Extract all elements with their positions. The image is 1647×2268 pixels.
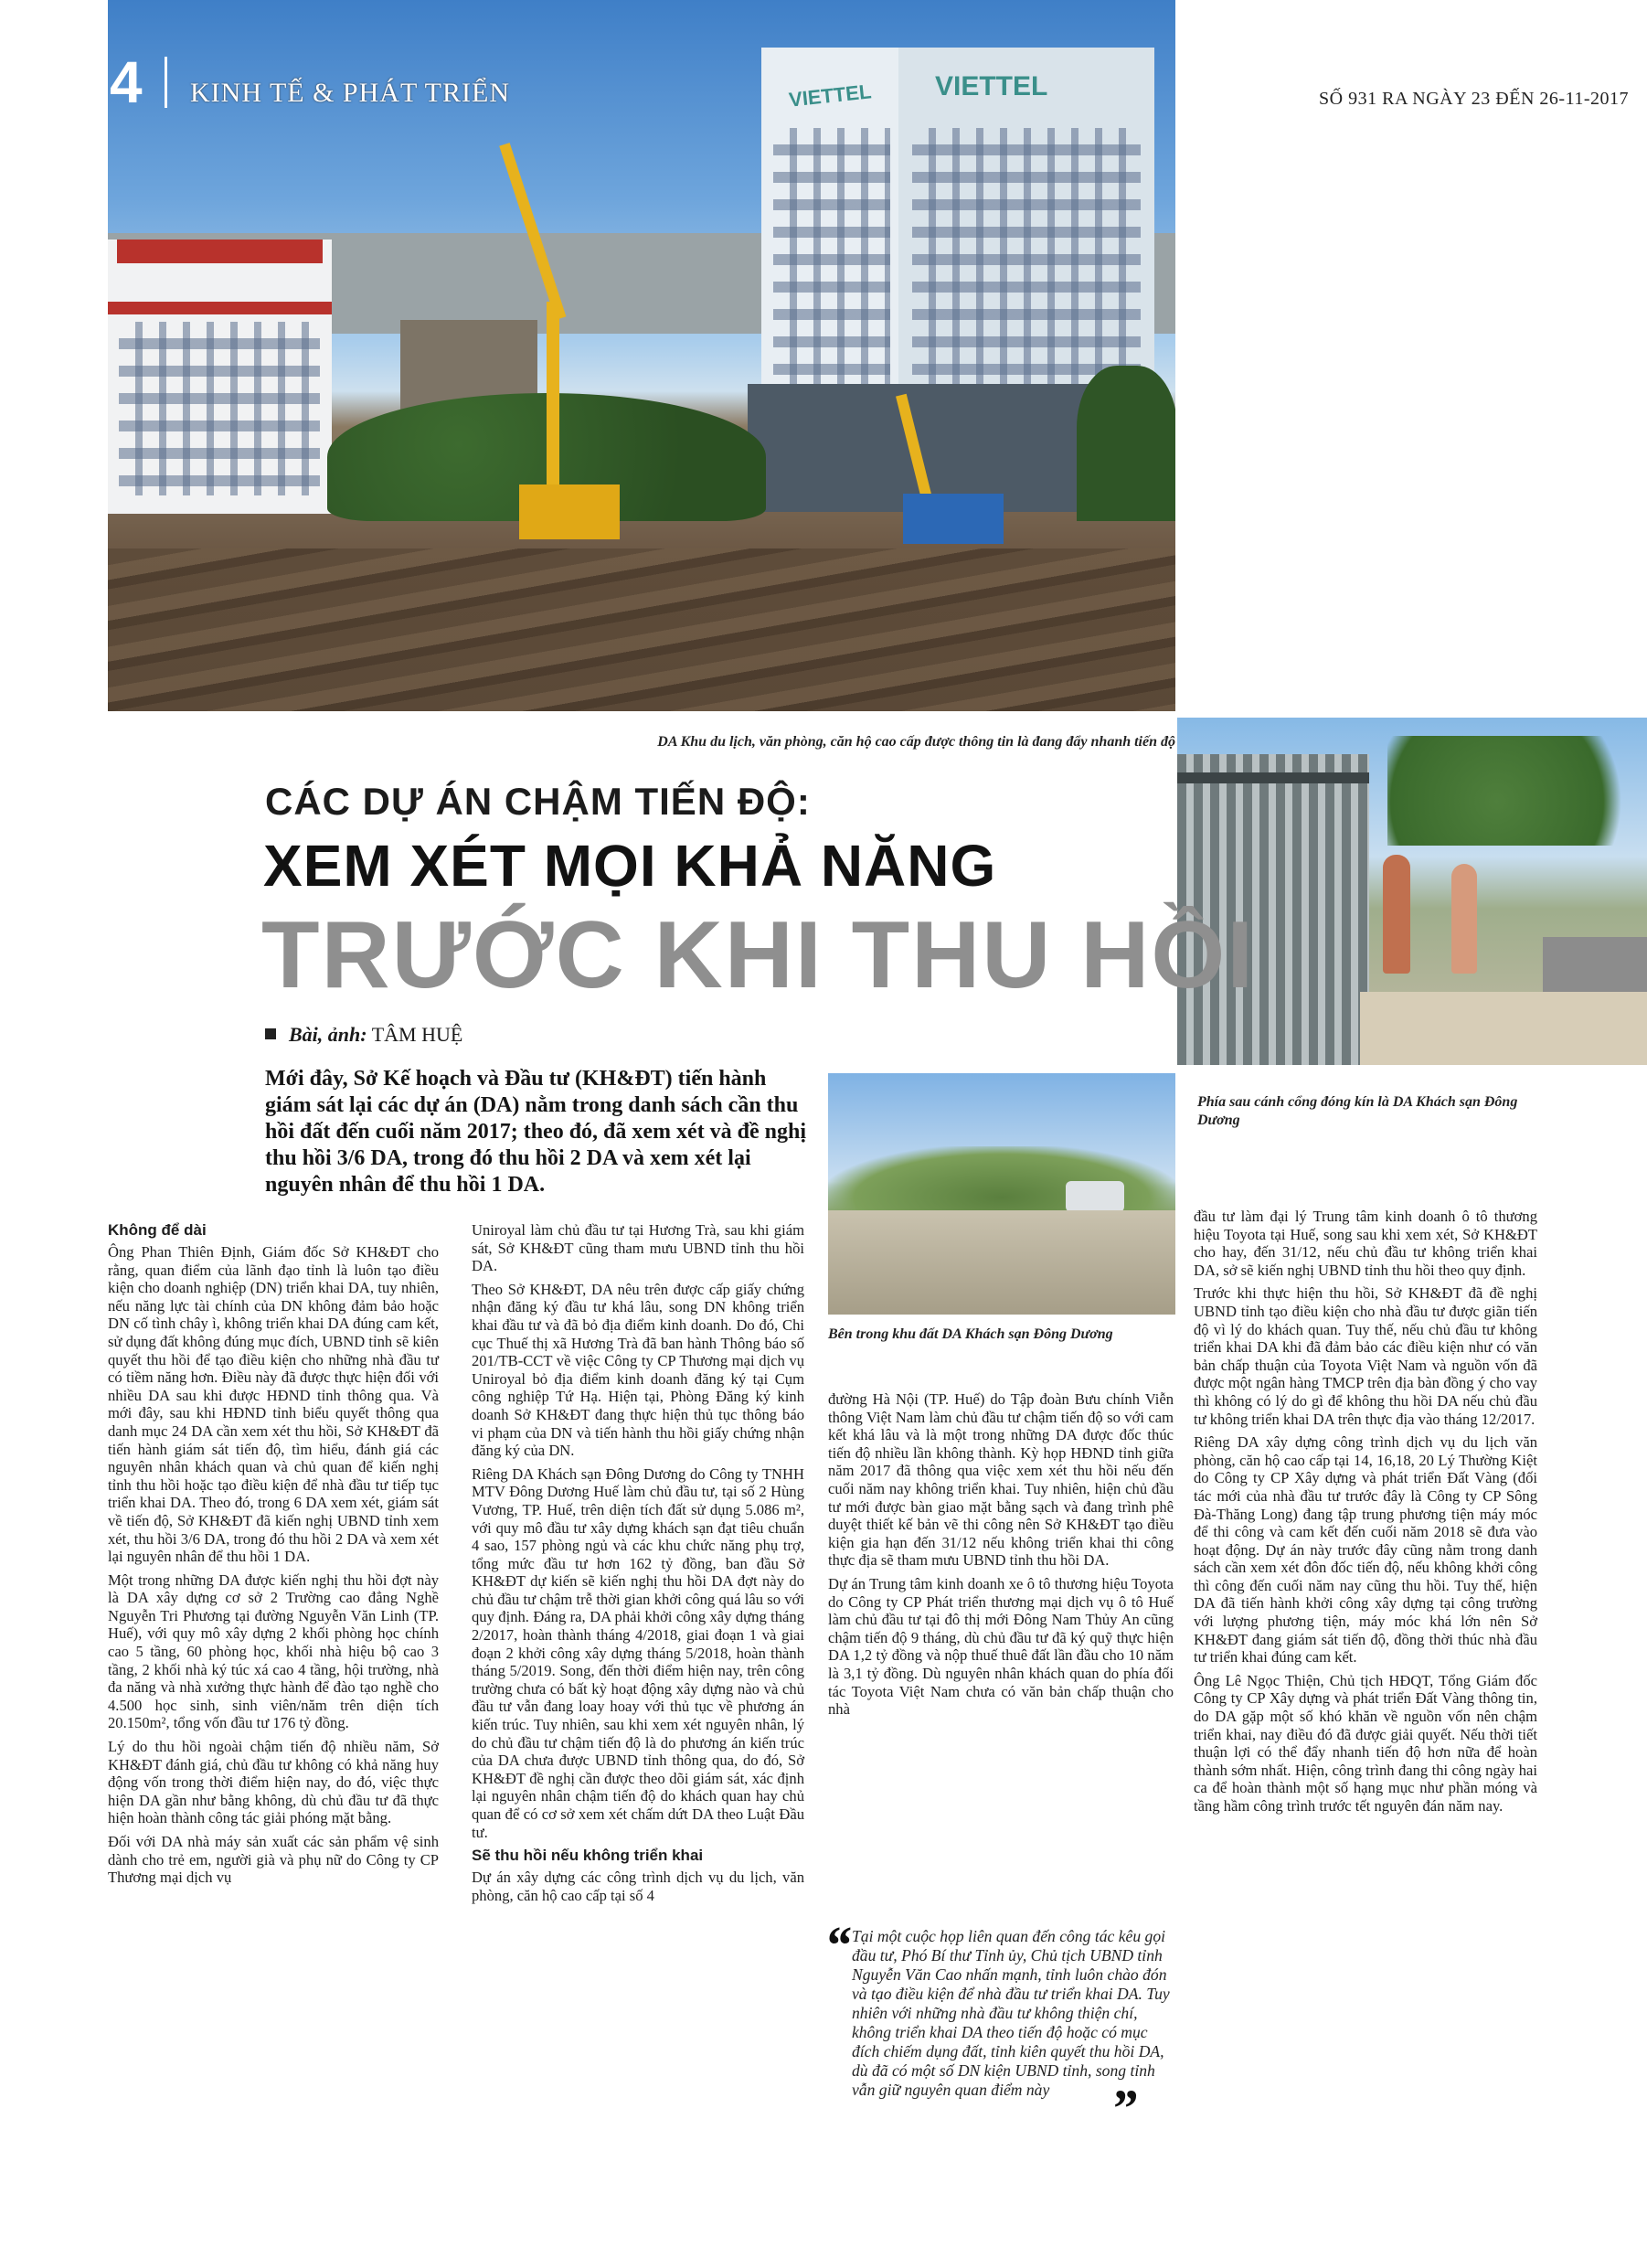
section-title: KINH TẾ & PHÁT TRIỂN — [190, 78, 510, 108]
paragraph: Ông Phan Thiên Định, Giám đốc Sở KH&ĐT cho rằng, quan điểm của lãnh đạo tỉnh là luôn tạo điều kiện cho doanh nghiệp (DN) triển khai DA, tuy nhiên, nếu năng lực tài chính của DN không đảm bảo hoặc DN cố tình chây ì, không triển khai DA đúng cam kết, sử dụng đất không đúng mục đích, UBND tỉnh sẽ kiên quyết thu hồi để tạo điều kiện cho những nhà đầu tư có tiềm năng hơn. Điều này đã được thực hiện đối với nhiều DA sau khi được HĐND tỉnh thông qua. Và mới đây, sau khi HĐND tỉnh biểu quyết thông qua danh mục 24 DA cần xem xét thu hồi, Sở KH&ĐT đã tiến hành giám sát tiến độ, tìm hiểu, đánh giá các nguyên nhân khách quan và chủ quan để kiến nghị tỉnh thu hồi hoặc tạo điều kiện để nhà đầu tư tiếp tục triển khai DA. Theo đó, trong 6 DA xem xét, giám sát về tiến độ, Sở KH&ĐT đã kiến nghị UBND tỉnh xem xét, thu hồi 3/6 DA, trong đó thu hồi 2 DA và xem xét lại nguyên nhân để thu hồi 1 DA. — [108, 1243, 439, 1566]
paragraph: Riêng DA xây dựng công trình dịch vụ du lịch văn phòng, căn hộ cao cấp tại 14, 16,18, 20 Lý Thường Kiệt do Công ty CP Xây dựng và phát triển Đất Vàng (đối tác mới của nhà đầu tư trước đây là Công ty CP Sông Đà-Thăng Long) đang tập trung phương tiện máy móc để thi công và cam kết đến cuối năm 2018 sẽ đưa vào hoạt động. Dự án này trước đây cũng nằm trong danh sách cần xem xét đôn đốc tiến độ, nếu không khởi công thì công đến cuối năm nay cũng thu hồi. Tuy thế, hiện DA đã tiến hành khởi công xây dựng tại công trường với lượng phương tiện, máy móc khá lớn nên Sở KH&ĐT đang giám sát tiến độ, đồng thời thúc nhà đầu tư triển khai đúng cam kết. — [1194, 1433, 1537, 1666]
paragraph: Riêng DA Khách sạn Đông Dương do Công ty TNHH MTV Đông Dương Huế làm chủ đầu tư, tại số 2 Hùng Vương, TP. Huế, trên diện tích đất sử dụng 5.086 m², với quy mô đầu tư xây dựng khách sạn đạt tiêu chuẩn 4 sao, 157 phòng ngủ và các khu chức năng phụ trợ, tổng mức đầu tư hơn 162 tỷ đồng, ban đầu Sở KH&ĐT dự kiến sẽ kiến nghị thu hồi DA đợt này do chủ đầu tư chậm trễ thời gian khởi công quá lâu so với quy định. Đáng ra, DA phải khởi công xây dựng tháng 2/2017, hoàn thành tháng 4/2018, giai đoạn 1 và giai đoạn 2 khởi công xây dựng tháng 5/2018, hoàn thành tháng 5/2019. Song, đến thời điểm hiện nay, trên công trường chưa có bất kỳ hoạt động xây dựng nào và chủ đầu tư vẫn đang loay hoay với thủ tục về phương án kiến trúc. Tuy nhiên, sau khi xem xét nguyên nhân, lý do chủ đầu tư chậm tiến độ là do phương án kiến trúc của DA chưa được UBND tỉnh thông qua, do đó, Sở KH&ĐT đề nghị cần được theo dõi giám sát, xác định lại nguyên nhân chậm tiến độ do khách quan hay chủ quan để có cơ sở xem xét chấm dứt DA theo Luật Đầu tư. — [472, 1464, 804, 1841]
issue-info: SỐ 931 RA NGÀY 23 ĐẾN 26-11-2017 — [1319, 89, 1629, 109]
paragraph: Dự án xây dựng các công trình dịch vụ du lịch, văn phòng, căn hộ cao cấp tại số 4 — [472, 1869, 804, 1904]
paragraph: Trước khi thực hiện thu hồi, Sở KH&ĐT đã đề nghị UBND tỉnh tạo điều kiện cho nhà đầu tư được giãn tiến độ vì lý do khách quan. Tuy thế, nếu chủ đầu tư không triển khai DA khi đã đảm bảo các điều kiện như có văn bản chấp thuận của Toyota Việt Nam và nguồn vốn đã được một ngân hàng TMCP trên địa bàn đồng ý cho vay thì không có lý do gì để không thu hồi DA nếu chủ đầu tư không triển khai DA trên thực địa vào tháng 12/2017. — [1194, 1284, 1537, 1428]
byline-label: Bài, ảnh: — [289, 1023, 367, 1046]
header-divider — [165, 57, 167, 108]
paragraph: Ông Lê Ngọc Thiện, Chủ tịch HĐQT, Tổng Giám đốc Công ty CP Xây dựng và phát triển Đất Vàng thông tin, do DA gặp một số khó khăn về nguồn vốn nên chậm triển khai, nay điều đó đã được giải quyết. Nếu thời tiết thuận lợi có thể đẩy nhanh tiến độ hơn nữa để hoàn thành sớm nhất. Hiện, công trình đang thi công ngày hai ca để hoàn thành một số hạng mục như phần móng và tầng hầm công trình trước tết nguyên đán năm nay. — [1194, 1671, 1537, 1815]
pull-quote — [824, 1915, 1174, 2138]
close-quote-icon: ” — [1110, 2079, 1137, 2138]
paragraph: đường Hà Nội (TP. Huế) do Tập đoàn Bưu chính Viễn thông Việt Nam làm chủ đầu tư chậm tiến độ so với cam kết khá lâu và là một trong những DA được đốc thúc tiến độ nhiều lần không thành. Kỳ họp HĐND tỉnh giữa năm 2017 đã thông qua việc xem xét thu hồi nếu đến cuối năm nay không triển khai. Tuy nhiên, hiện chủ đầu tư mới được bàn giao mặt bằng sạch và đang trình phê duyệt thiết kế bản vẽ thi công nên Sở KH&ĐT tạo điều kiện gia hạn đến 31/12 nếu không triển khai thi công thực địa sẽ tham mưu UBND tỉnh thu hồi DA. — [828, 1390, 1174, 1570]
hotel-lot-photo — [828, 1073, 1175, 1315]
headline-line-2: TRƯỚC KHI THU HỒI — [261, 902, 1256, 1008]
paragraph: Một trong những DA được kiến nghị thu hồi đợt này là DA xây dựng cơ sở 2 Trường cao đẳng Nghề Nguyễn Tri Phương tại đường Nguyễn Văn Linh (TP. Huế), với quy mô xây dựng 2 khối phòng học chính cao 5 tầng, 60 phòng học, khối nhà hiệu bộ cao 3 tầng, 2 khối nhà ký túc xá cao 4 tầng, hội trường, nhà đa năng và nhà xưởng thực hành để đào tạo nghề cho 4.500 học sinh, sinh viên/năm trên diện tích 20.150m², tổng vốn đầu tư 176 tỷ đồng. — [108, 1571, 439, 1732]
paragraph: Dự án Trung tâm kinh doanh xe ô tô thương hiệu Toyota do Công ty CP Phát triển thương mại dịch vụ ô tô Huế làm chủ đầu tư tại đô thị mới Đông Nam Thủy An cũng chậm tiến độ 9 tháng, dù chủ đầu tư đã ký quỹ thực hiện DA 1,2 tỷ đồng và nộp thuế thuê đất lần đầu cho 10 năm là 3,1 tỷ đồng. Dù nguyên nhân khách quan do phía đối tác Toyota Việt Nam chưa có văn bản chấp thuận cho nhà — [828, 1574, 1174, 1719]
hotel-gate-photo — [1177, 718, 1647, 1065]
open-quote-icon: “ — [824, 1915, 851, 1975]
column-3 — [828, 1390, 1174, 1724]
byline-author: TÂM HUỆ — [371, 1023, 463, 1046]
paragraph: Uniroyal làm chủ đầu tư tại Hương Trà, sau khi giám sát, Sở KH&ĐT cũng tham mưu UBND tỉnh thu hồi DA. — [472, 1221, 804, 1275]
article-lead: Mới đây, Sở Kế hoạch và Đầu tư (KH&ĐT) tiến hành giám sát lại các dự án (DA) nằm trong danh sách cần thu hồi đất đến cuối năm 2017; theo đó, đã xem xét và đề nghị thu hồi 3/6 DA, trong đó thu hồi 2 DA và xem xét lại nguyên nhân để thu hồi 1 DA. — [265, 1067, 807, 1197]
viettel-sign-1: VIETTEL — [787, 80, 873, 112]
subhead-khong-de-dai: Không để dài — [108, 1221, 207, 1239]
byline-square-icon — [265, 1028, 276, 1039]
viettel-sign-2: VIETTEL — [935, 71, 1048, 101]
paragraph: đầu tư làm đại lý Trung tâm kinh doanh ô tô thương hiệu Toyota tại Huế, song sau khi xem xét, Sở KH&ĐT cho hay, đến 31/12, nếu chủ đầu tư không triển khai DA, sở sẽ kiến nghị UBND tỉnh thu hồi theo quy định. — [1194, 1208, 1537, 1279]
column-4 — [1194, 1208, 1537, 1821]
column-2 — [472, 1221, 804, 1910]
headline-line-1: XEM XÉT MỌI KHẢ NĂNG — [263, 833, 997, 899]
page-number: 4 — [110, 49, 143, 115]
top-photo-caption: DA Khu du lịch, văn phòng, căn hộ cao cấp được thông tin là đang đẩy nhanh tiến độ — [657, 734, 1175, 750]
paragraph: Lý do thu hồi ngoài chậm tiến độ nhiều năm, Sở KH&ĐT đánh giá, chủ đầu tư không có khả năng huy động vốn trong thời điểm hiện nay, do đó, việc thực hiện DA gần như bằng không, dù chủ đầu tư đã thực hiện hoàn thành công tác giải phóng mặt bằng. — [108, 1738, 439, 1827]
paragraph: Đối với DA nhà máy sản xuất các sản phẩm vệ sinh dành cho trẻ em, người già và phụ nữ do Công ty CP Thương mại dịch vụ — [108, 1833, 439, 1887]
article-kicker: CÁC DỰ ÁN CHẬM TIẾN ĐỘ: — [265, 780, 811, 823]
gate-photo-caption: Phía sau cánh cổng đóng kín là DA Khách sạn Đông Dương — [1197, 1094, 1518, 1128]
lot-photo-caption: Bên trong khu đất DA Khách sạn Đông Dương — [828, 1326, 1113, 1342]
byline — [265, 1022, 462, 1048]
paragraph: Theo Sở KH&ĐT, DA nêu trên được cấp giấy chứng nhận đăng ký đầu tư khá lâu, song DN không triển khai đầu tư và đã bỏ địa điểm kinh doanh. Do đó, Chi cục Thuế thị xã Hương Trà đã ban hành Thông báo số 201/TB-CCT về việc Công ty CP Thương mại dịch vụ Uniroyal bỏ địa điểm kinh doanh đăng ký tại Cụm công nghiệp Tứ Hạ. Hiện tại, Phòng Đăng ký kinh doanh Sở KH&ĐT đang thực hiện thủ tục thông báo vi phạm của DN và tiến hành thu hồi giấy chứng nhận đăng ký của DN. — [472, 1280, 804, 1460]
subhead-se-thu-hoi: Sẽ thu hồi nếu không triển khai — [472, 1847, 704, 1865]
pull-quote-text: Tại một cuộc họp liên quan đến công tác kêu gọi đầu tư, Phó Bí thư Tỉnh ủy, Chủ tịch UBND tỉnh Nguyễn Văn Cao nhấn mạnh, tỉnh luôn chào đón và tạo điều kiện để nhà đầu tư triển khai DA. Tuy nhiên với những nhà đầu tư không thiện chí, không triển khai DA theo tiến độ hoặc có mục đích chiếm dụng đất, tỉnh kiên quyết thu hồi DA, dù đã có một số DN kiện UBND tỉnh, song tỉnh vẫn giữ nguyên quan điểm này — [852, 1927, 1170, 2099]
column-1 — [108, 1221, 439, 1892]
